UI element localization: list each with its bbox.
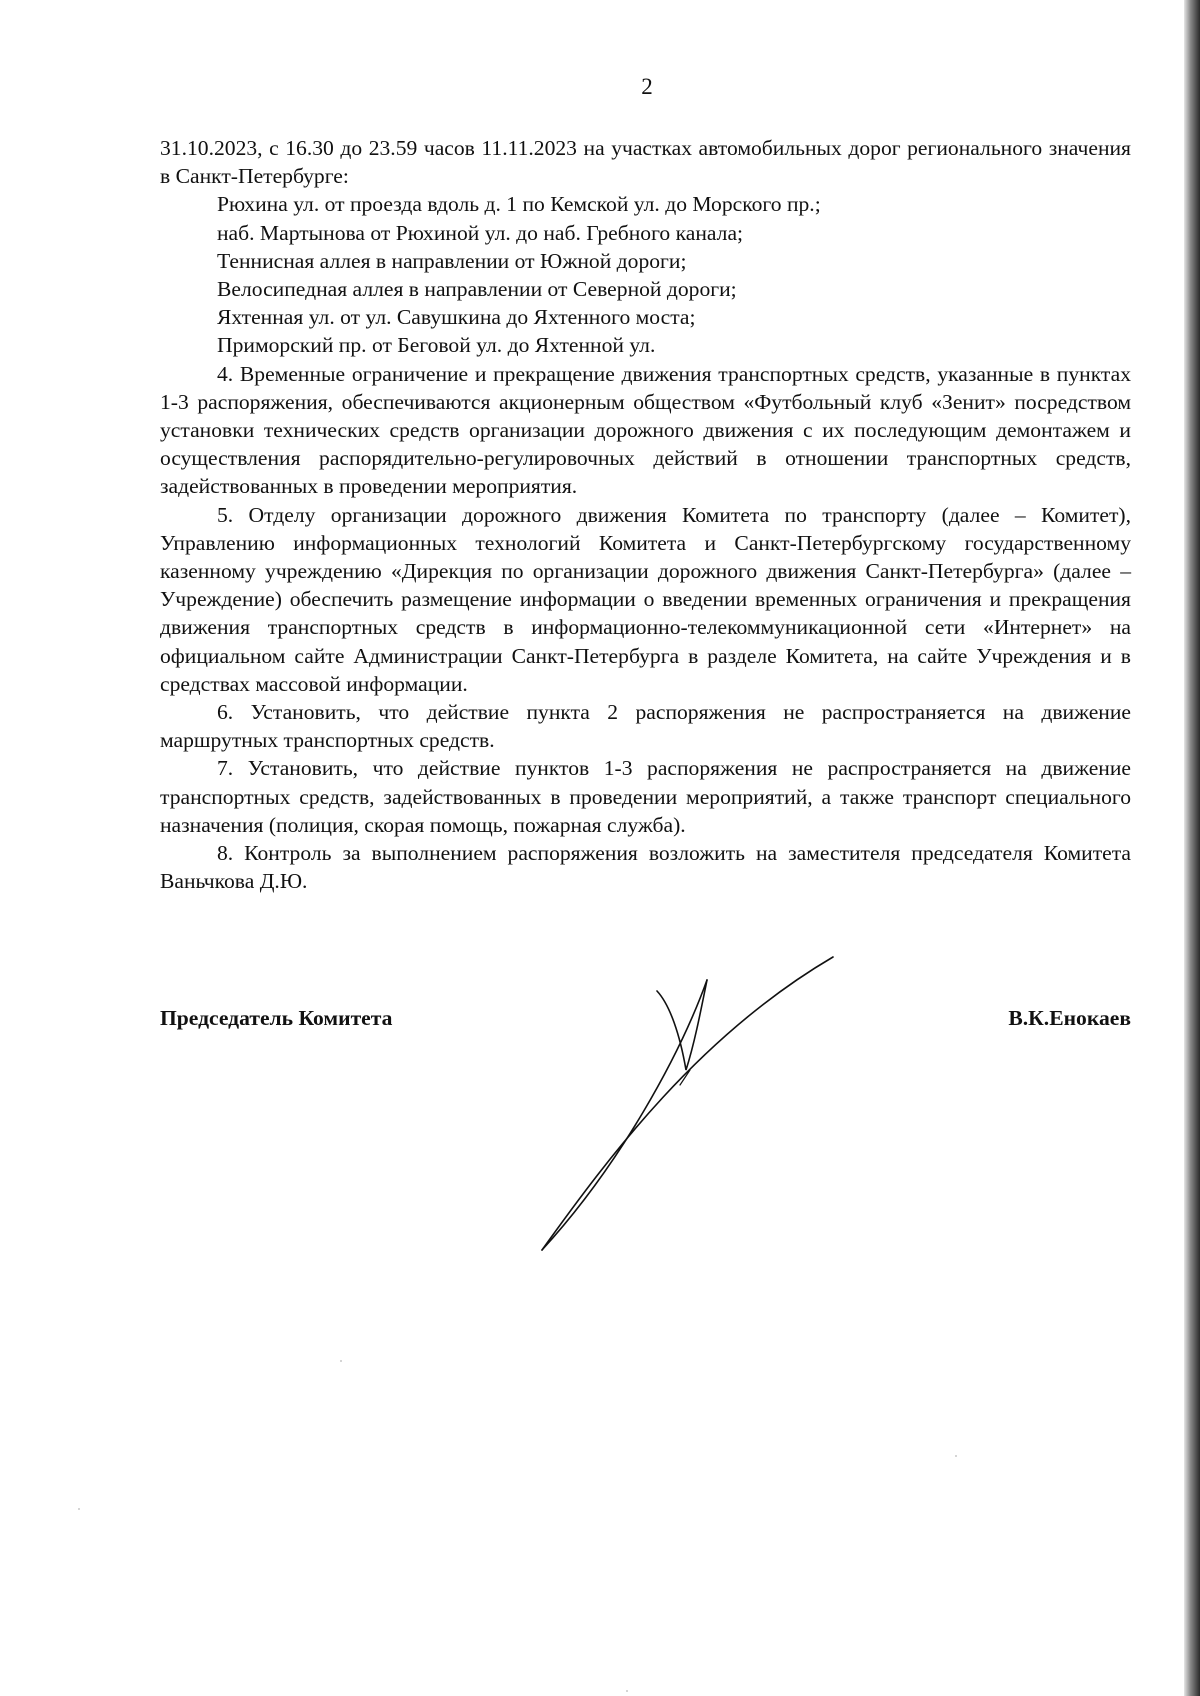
document-body (160, 134, 1131, 895)
street-item: Теннисная аллея в направлении от Южной дороги; (217, 248, 687, 273)
clause-8: 8. Контроль за выполнением распоряжения возложить на заместителя председателя Комитета Ваньчкова Д.Ю. (160, 841, 1131, 894)
street-item: наб. Мартынова от Рюхиной ул. до наб. Гребного канала; (217, 220, 744, 245)
page-number: 2 (641, 74, 653, 99)
street-item: Велосипедная аллея в направлении от Северной дороги; (217, 277, 737, 302)
signatory-name: В.К.Енокаев (1008, 1006, 1131, 1030)
scan-speck (955, 1455, 957, 1457)
clause-5: 5. Отделу организации дорожного движения Комитета по транспорту (далее – Комитет), Управлению информационных технологий Комитета и Санкт-Петербургскому государственному казенному учреждению «Дирекция по организации дорожного движения Санкт-Петербурга» (далее – Учреждение) обеспечить размещение информации о введении временных ограничения и прекращения движения транспортных средств в информационно-телекоммуникационной сети «Интернет» на официальном сайте Администрации Санкт-Петербурга в разделе Комитета, на сайте Учреждения и в средствах массовой информации. (160, 502, 1131, 696)
clause-4: 4. Временные ограничение и прекращение движения транспортных средств, указанные в пунктах 1-3 распоряжения, обеспечиваются акционерным обществом «Футбольный клуб «Зенит» посредством установки технических средств организации дорожного движения с их последующим демонтажем и осуществления распорядительно-регулировочных действий в отношении транспортных средств, задействованных в проведении мероприятия. (160, 361, 1131, 499)
intro-paragraph: 31.10.2023, с 16.30 до 23.59 часов 11.11.2023 на участках автомобильных дорог регионального значения в Санкт-Петербурге: (160, 136, 1131, 189)
scan-speck (626, 1690, 628, 1692)
signatory-position: Председатель Комитета (160, 1006, 393, 1030)
scan-speck (340, 1360, 342, 1362)
street-item: Рюхина ул. от проезда вдоль д. 1 по Кемской ул. до Морского пр.; (217, 192, 821, 217)
clause-6: 6. Установить, что действие пункта 2 распоряжения не распространяется на движение маршрутных транспортных средств. (160, 700, 1131, 753)
handwritten-signature (530, 935, 850, 1255)
scan-speck (78, 1508, 80, 1510)
street-item: Приморский пр. от Беговой ул. до Яхтенной ул. (217, 333, 656, 358)
clause-7: 7. Установить, что действие пунктов 1-3 распоряжения не распространяется на движение транспортных средств, задействованных в проведении мероприятий, а также транспорт специального назначения (полиция, скорая помощь, пожарная служба). (160, 756, 1131, 837)
street-item: Яхтенная ул. от ул. Савушкина до Яхтенного моста; (217, 305, 696, 330)
scan-edge-shadow (1184, 0, 1200, 1696)
